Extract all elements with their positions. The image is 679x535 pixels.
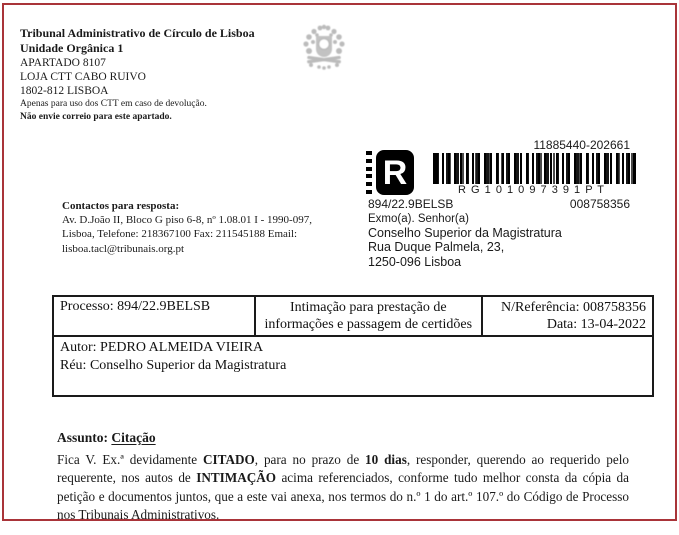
coat-of-arms-icon [297,24,351,80]
contacts-header: Contactos para resposta: [62,200,180,212]
paragraph-segment: , responder, querendo ao requerido pelo requerente, nos autos de [57,452,629,486]
registered-mail-dots [366,150,372,195]
registered-mail-r-icon [366,150,420,195]
mail-process-ref: 894/22.9BELSB [368,197,454,211]
mail-reference-number: 008758356 [569,197,630,211]
party-author: Autor: PEDRO ALMEIDA VIEIRA [60,340,264,355]
sender-ctt-note: Apenas para uso dos CTT em caso de devolução. [20,99,207,109]
tracking-barcode [433,153,636,184]
cell-subject-line1: Intimação para prestação de [289,300,447,315]
table-row-parties [53,336,653,396]
cell-process: Processo: 894/22.9BELSB [53,296,255,336]
recipient-street: Rua Duque Palmela, 23, [368,240,505,255]
tracking-code: R G 1 0 1 0 9 7 3 9 1 P T [458,184,605,196]
subject-label: Assunto: [57,430,112,445]
party-defendant: Réu: Conselho Superior da Magistratura [60,358,287,373]
recipient-block [368,212,562,269]
cell-subject-line2: informações e passagem de certidões [264,317,473,332]
paragraph-bold-segment: INTIMAÇÃO [196,470,277,486]
cell-reference-number: N/Referência: 008758356 [500,300,646,315]
sender-unit: Unidade Orgânica 1 [20,41,124,55]
case-table [52,295,654,397]
paragraph-bold-segment: 10 dias [365,452,407,467]
sender-court-name: Tribunal Administrativo de Círculo de Lisboa [20,26,255,40]
contacts-block [62,199,312,256]
recipient-postal-city: 1250-096 Lisboa [368,254,462,269]
paragraph-bold-segment: CITADO [203,452,255,467]
registered-mail-r-glyph: R [376,150,414,195]
sender-ctt-warning: Não envie correio para este apartado. [20,111,172,122]
contacts-address: Av. D.João II, Bloco G piso 6-8, nº 1.08.01 I - 1990-097, [62,214,312,227]
recipient-salutation: Exmo(a). Senhor(a) [368,213,469,225]
paragraph-segment: acima referenciados, conforme tudo melhor consta da cópia da petição e documentos juntos, que a este vai anexa, nos termos do n.º 1 do art.º 107.º do Código de Processo nos Tribunais Administrativos. [57,470,630,523]
paragraph-segment: , para no prazo de [254,452,366,467]
citation-paragraph [57,451,629,525]
cell-parties [53,336,653,396]
cell-reference [482,296,653,336]
contacts-email: lisboa.tacl@tribunais.org.pt [62,242,185,255]
mail-refs-row [368,197,630,211]
recipient-name: Conselho Superior da Magistratura [368,226,562,240]
sender-postal-city: 1802-812 LISBOA [20,85,109,97]
mail-number: 11885440-202661 [533,138,630,152]
sender-po-box: APARTADO 8107 [20,57,106,69]
cell-subject [255,296,482,336]
contacts-phone-fax: Lisboa, Telefone: 218367100 Fax: 211545188 Email: [62,228,298,241]
sender-ctt-store: LOJA CTT CABO RUIVO [20,71,146,83]
cell-date: Data: 13-04-2022 [546,317,646,332]
subject-line [57,430,156,446]
sender-block [20,26,255,123]
subject-value: Citação [111,430,156,445]
paragraph-segment: Fica V. Ex.ª devidamente [57,452,204,467]
table-row-header [53,296,653,336]
